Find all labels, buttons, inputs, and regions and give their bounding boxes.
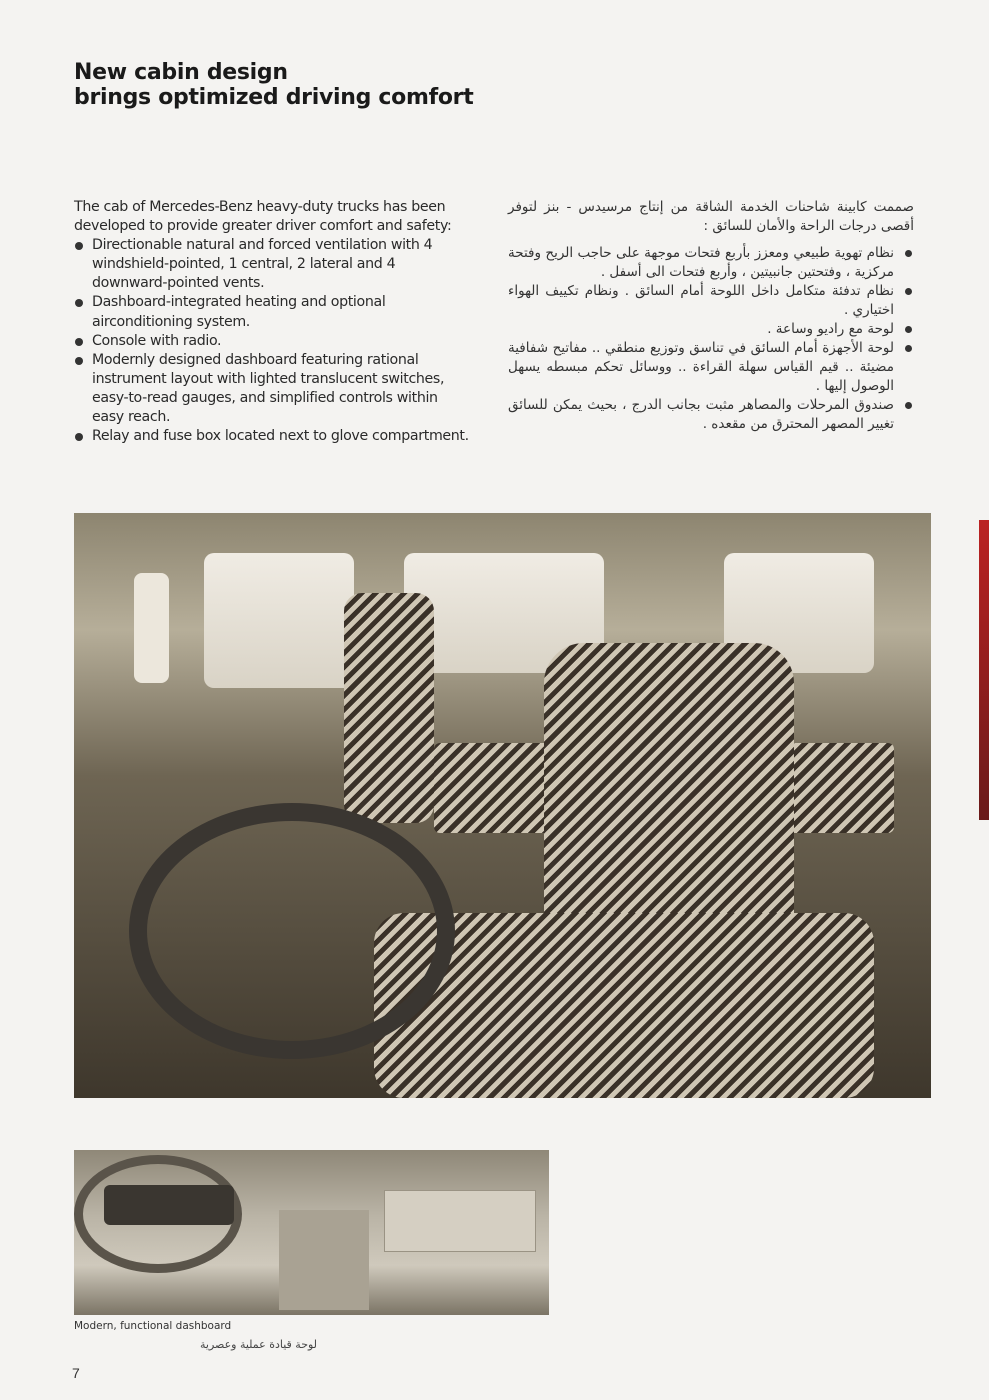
arabic-bullet: نظام تهوية طبيعي ومعزز بأربع فتحات موجهة على حاجب الريح وفتحة مركزية ، وفتحتين جانبيتين ، وأربع فتحات الى أسفل . — [508, 244, 914, 282]
photo-caption-arabic: لوحة قيادة عملية وعصرية — [200, 1338, 318, 1351]
english-bullet: Dashboard-integrated heating and optional airconditioning system. — [74, 293, 469, 331]
page-number: 7 — [72, 1365, 80, 1381]
arabic-intro: صممت كابينة شاحنات الخدمة الشاقة من إنتاج مرسيدس - بنز لتوفر أقصى درجات الراحة والأمان للسائق : — [508, 199, 914, 234]
english-intro: The cab of Mercedes-Benz heavy-duty trucks has been developed to provide greater driver comfort and safety: — [74, 199, 452, 235]
instrument-cluster — [104, 1185, 234, 1225]
english-text — [74, 198, 469, 446]
title-line-1: New cabin design — [74, 60, 288, 85]
arabic-bullet: لوحة الأجهزة أمام السائق في تناسق وتوزيع منطقي .. مفاتيح شفافية مضيئة .. قيم القياس سهلة القراءة .. ووسائل تحكم مبسطه يسهل الوصول إليها . — [508, 339, 914, 396]
next-page-edge — [979, 520, 989, 820]
center-console — [279, 1210, 369, 1310]
page-title — [74, 60, 473, 110]
english-bullet-list — [74, 236, 469, 446]
arabic-text — [508, 198, 914, 434]
glove-compartment — [384, 1190, 536, 1252]
dashboard-photo — [74, 1150, 549, 1315]
english-bullet: Console with radio. — [74, 332, 469, 351]
photo-caption: Modern, functional dashboard — [74, 1320, 232, 1332]
passenger-seat — [344, 593, 434, 823]
cabin-interior-photo — [74, 513, 931, 1098]
english-bullet: Relay and fuse box located next to glove compartment. — [74, 427, 469, 446]
english-bullet: Modernly designed dashboard featuring rational instrument layout with lighted translucent switches, easy-to-read gauges, and simplified controls within easy reach. — [74, 351, 469, 427]
arabic-bullet: لوحة مع راديو وساعة . — [508, 320, 914, 339]
arabic-bullet: نظام تدفئة متكامل داخل اللوحة أمام السائق . ونظام تكييف الهواء اختياري . — [508, 282, 914, 320]
cab-window-left — [204, 553, 354, 688]
mirror — [134, 573, 169, 683]
english-bullet: Directionable natural and forced ventilation with 4 windshield-pointed, 1 central, 2 lateral and 4 downward-pointed vents. — [74, 236, 469, 293]
arabic-bullet-list — [508, 244, 914, 434]
title-line-2: brings optimized driving comfort — [74, 85, 474, 110]
arabic-bullet: صندوق المرحلات والمصاهر مثبت بجانب الدرج ، بحيث يمكن للسائق تغيير المصهر المحترق من مقعده . — [508, 396, 914, 434]
steering-wheel — [129, 803, 455, 1059]
